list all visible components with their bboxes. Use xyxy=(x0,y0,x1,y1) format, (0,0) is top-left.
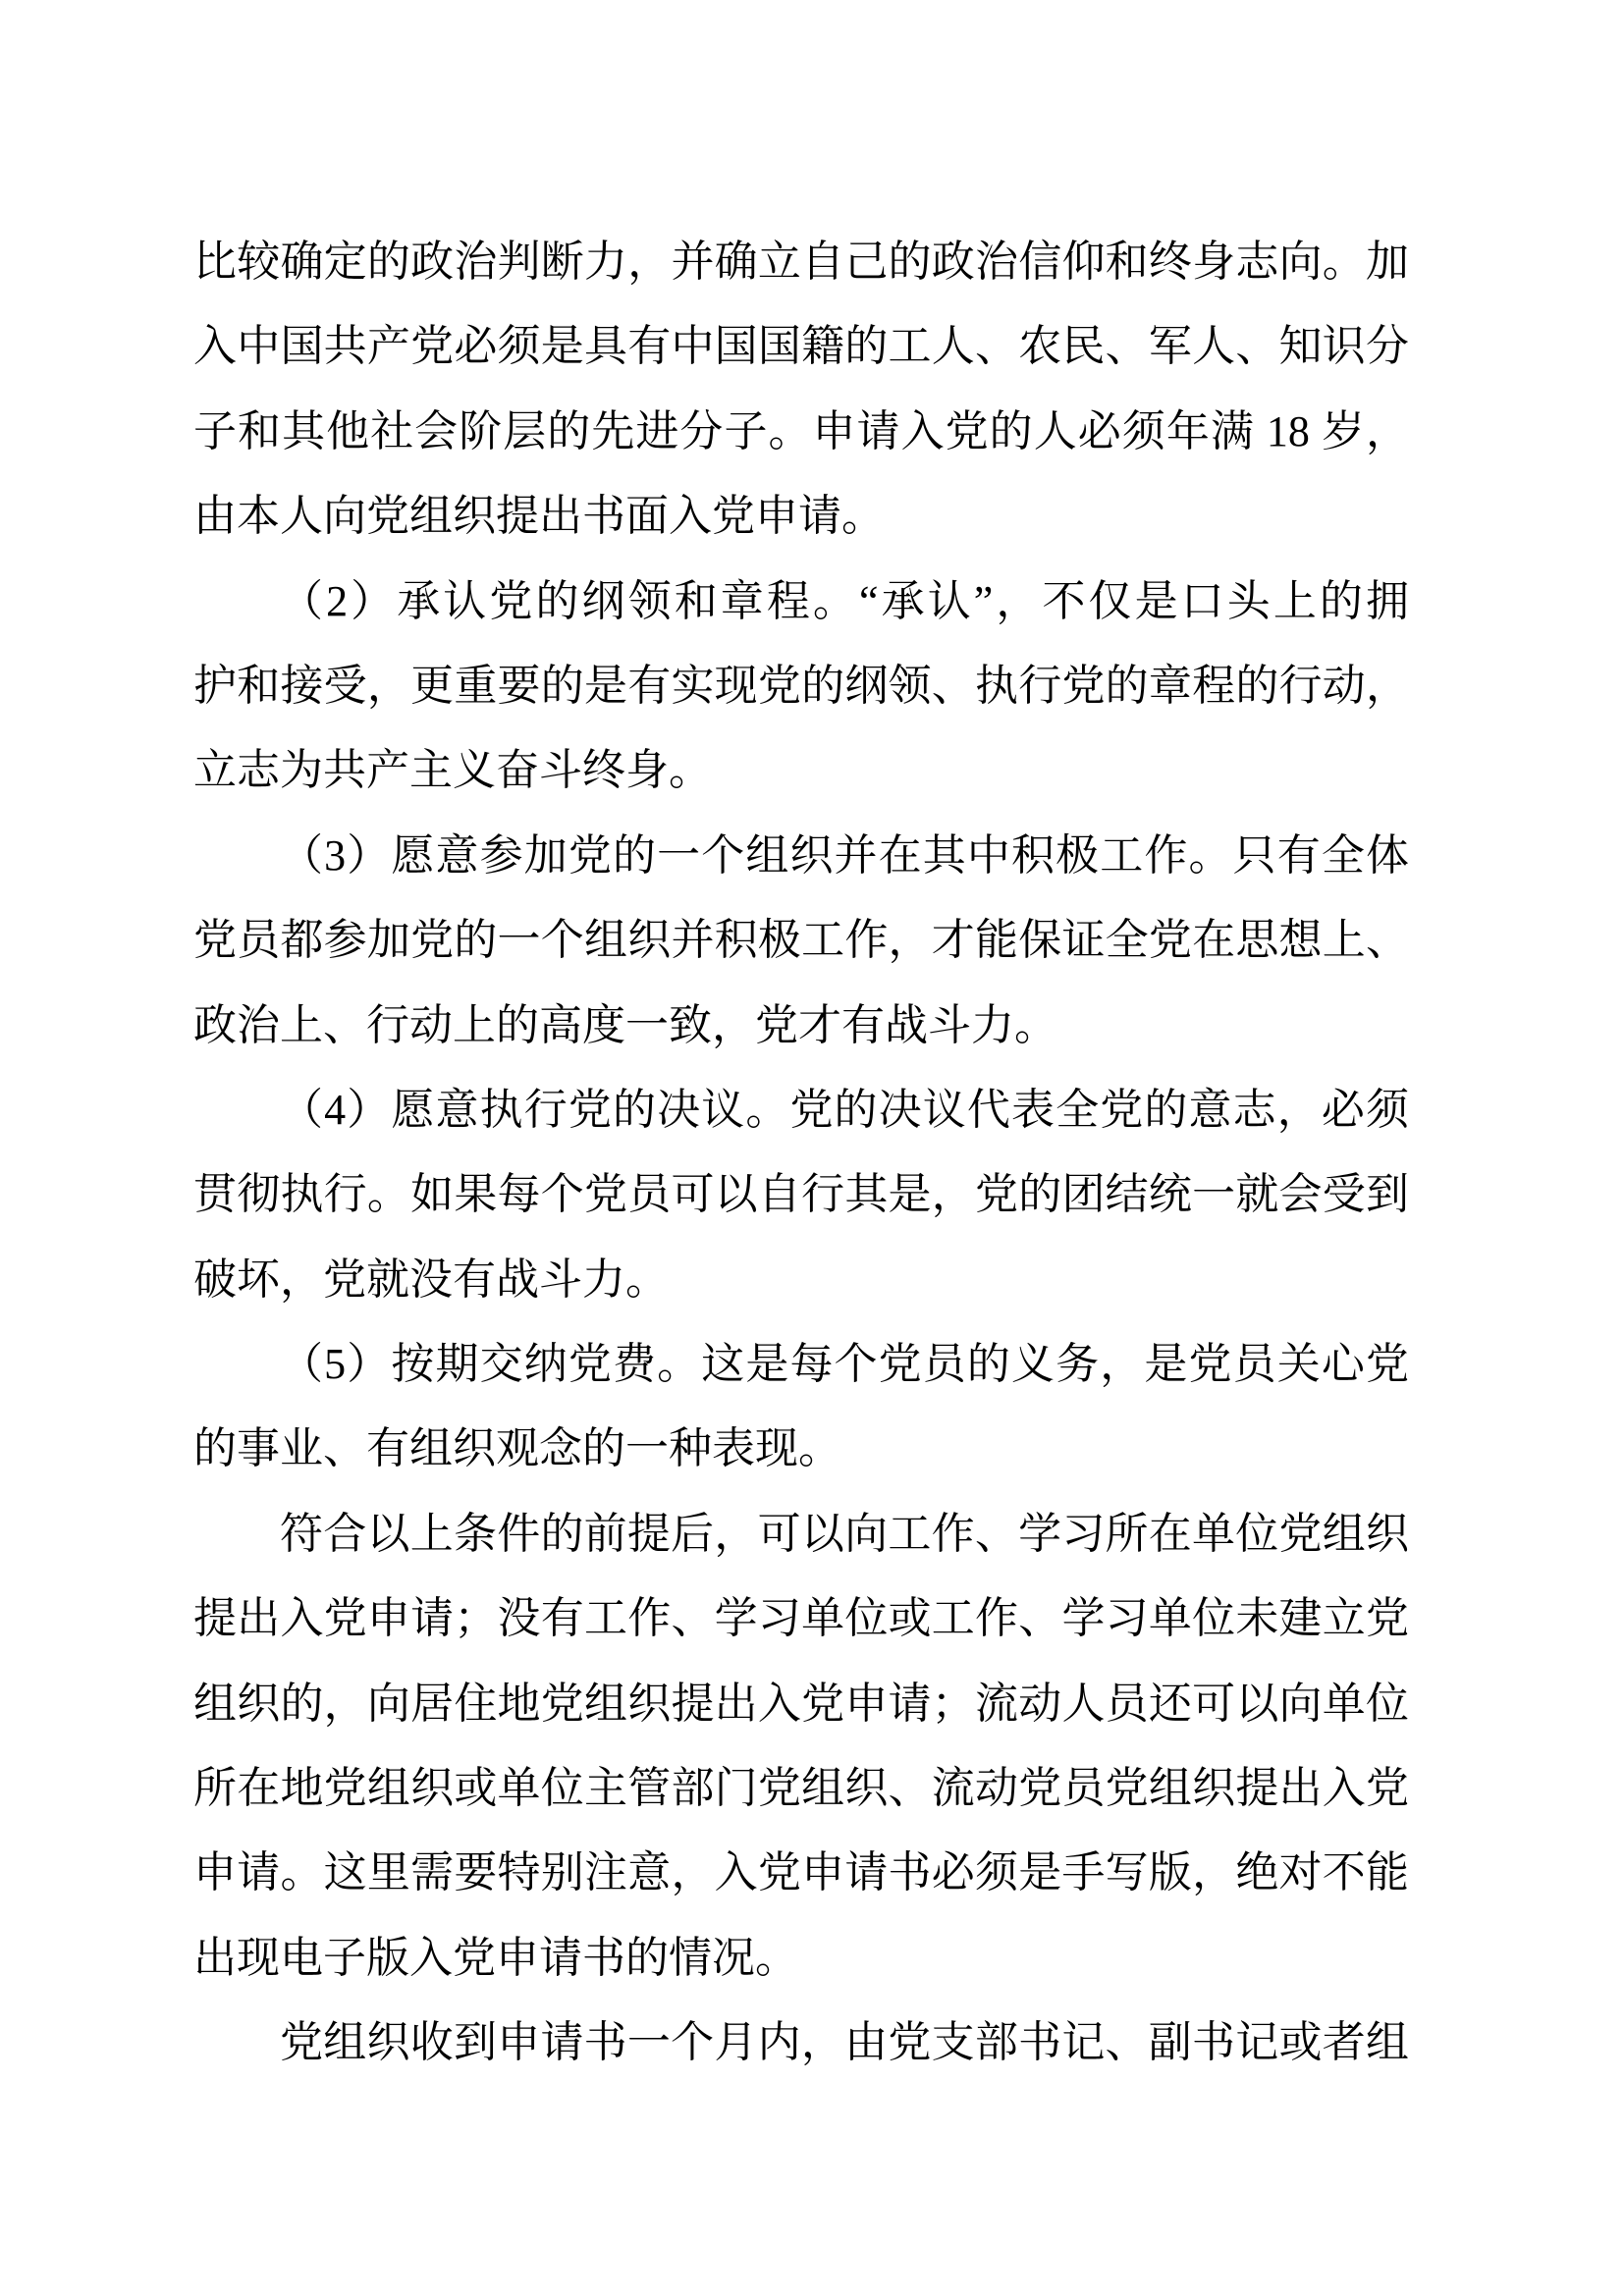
text-line: 护和接受，更重要的是有实现党的纲领、执行党的章程的行动， xyxy=(193,661,1409,710)
text-line: （3）愿意参加党的一个组织并在其中积极工作。只有全体 xyxy=(280,830,1409,880)
text-line: 党组织收到申请书一个月内，由党支部书记、副书记或者组 xyxy=(280,2018,1409,2067)
text-block xyxy=(193,220,1409,2086)
text-line: 申请。这里需要特别注意，入党申请书必须是手写版，绝对不能 xyxy=(193,1848,1409,1897)
text-line: 由本人向党组织提出书面入党申请。 xyxy=(193,492,885,541)
text-line: 出现电子版入党申请书的情况。 xyxy=(193,1933,798,1982)
text-line: 破坏，党就没有战斗力。 xyxy=(193,1255,669,1304)
text-line: （2）承认党的纲领和章程。“承认”，不仅是口头上的拥 xyxy=(280,576,1409,625)
text-line: 比较确定的政治判断力，并确立自己的政治信仰和终身志向。加 xyxy=(193,238,1409,286)
text-line: 入中国共产党必须是具有中国国籍的工人、农民、军人、知识分 xyxy=(193,322,1409,371)
text-line: 提出入党申请；没有工作、学习单位或工作、学习单位未建立党 xyxy=(193,1594,1409,1643)
text-line: （4）愿意执行党的决议。党的决议代表全党的意志，必须 xyxy=(280,1085,1409,1134)
text-line: 符合以上条件的前提后，可以向工作、学习所在单位党组织 xyxy=(280,1509,1409,1558)
text-line: （5）按期交纳党费。这是每个党员的义务，是党员关心党 xyxy=(280,1340,1409,1389)
text-line: 立志为共产主义奋斗终身。 xyxy=(193,746,712,795)
text-line: 所在地党组织或单位主管部门党组织、流动党员党组织提出入党 xyxy=(193,1764,1409,1813)
text-line: 组织的，向居住地党组织提出入党申请；流动人员还可以向单位 xyxy=(193,1679,1409,1728)
text-line: 贯彻执行。如果每个党员可以自行其是，党的团结统一就会受到 xyxy=(193,1170,1409,1219)
text-line: 政治上、行动上的高度一致，党才有战斗力。 xyxy=(193,1000,1057,1049)
text-line: 的事业、有组织观念的一种表现。 xyxy=(193,1424,841,1473)
text-line: 子和其他社会阶层的先进分子。申请入党的人必须年满 18 岁， xyxy=(193,406,1409,455)
text-line: 党员都参加党的一个组织并积极工作，才能保证全党在思想上、 xyxy=(193,916,1409,965)
